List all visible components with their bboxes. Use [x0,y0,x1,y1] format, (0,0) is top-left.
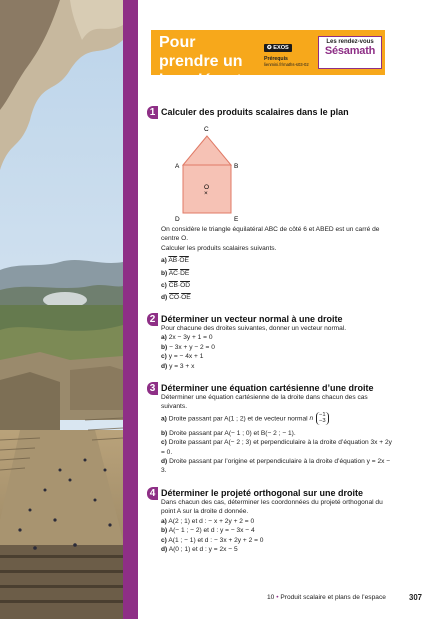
list-item: b) − 3x + y − 2 = 0 [161,343,215,351]
banner-title: Pour prendre un bon départ [159,34,243,89]
exercise-body [161,225,393,303]
vector-coordinates: −1 −3 [316,412,329,425]
prerequis-label: Prérequis [264,56,288,62]
exercise-number: 4 [147,487,158,500]
exos-label: ✪ EXOS [264,44,292,52]
prerequis-link[interactable]: lienmini.fr/maths-s03-02 [264,62,309,67]
page-footer [267,594,386,601]
label-D: D [175,216,180,223]
list-item: c) Droite passant par A(− 2 ; 3) et perpendiculaire à la droite d’équation 3x + 2y = 0. [161,439,392,456]
label-E: E [234,216,239,223]
exercise-body [161,498,393,554]
instruction: Dans chacun des cas, déterminer les coordonnées du projeté orthogonal du point A sur la droite d donnée. [161,499,383,516]
list-item: b) A(− 1 ; − 2) et d : y = − 3x − 4 [161,527,255,535]
instruction: Calculer les produits scalaires suivants. [161,244,277,252]
triangle-square-figure [161,120,251,224]
section-banner [151,30,385,89]
label-C: C [204,126,209,133]
exercise-title: Calculer des produits scalaires dans le plan [161,107,349,117]
list-item: d) Droite passant par l’origine et perpendiculaire à la droite d’équation y = 2x − 3. [161,458,391,475]
exercise-number: 1 [147,106,158,119]
list-item: c) $\overline{CB}\cdot\overline{OD}$ [161,282,190,290]
cover-photo [0,0,123,619]
list-item: c) A(1 ; − 1) et d : − 3x + 2y + 2 = 0 [161,536,264,544]
list-item: d) A(0 ; 1) et d : y = 2x − 5 [161,546,238,554]
list-item: d) $\overline{CO}\cdot\overline{OE}$ [161,294,191,302]
exercise-number: 3 [147,382,158,395]
purple-side-strip [123,0,138,619]
instruction: Pour chacune des droites suivantes, donner un vecteur normal. [161,325,347,332]
exercise-title: Déterminer le projeté orthogonal sur une droite [161,488,364,498]
list-item: a) 2x − 3y + 1 = 0 [161,334,213,342]
statement: On considère le triangle équilatéral ABC de côté 6 et ABED est un carré de centre O. [161,226,380,243]
instruction: Déterminer une équation cartésienne de la droite dans chacun des cas suivants. [161,394,368,411]
rendez-vous-box[interactable] [318,36,382,69]
exercise-3 [147,382,397,482]
exercise-body [161,393,393,476]
list-item: a) A(2 ; 1) et d : − x + 2y + 2 = 0 [161,517,255,525]
chapter-number: 10 [267,594,275,601]
label-A: A [175,163,180,170]
exercise-title: Déterminer une équation cartésienne d’une droite [161,383,374,393]
label-O: O [204,184,210,191]
list-item: b) $\overline{AC}\cdot\overline{DE}$ [161,269,190,277]
exercise-body [161,324,393,371]
exercise-number: 2 [147,313,158,326]
exercise-4 [147,487,397,567]
exercise-2 [147,313,397,377]
rendez-vous-label: Les rendez-vous [326,39,374,45]
center-mark: × [204,190,208,197]
list-item: b) Droite passant par A(− 1 ; 0) et B(− 2 ; − 1). [161,429,296,437]
list-item: a) Droite passant par A(1 ; 2) et de vecteur normal n −1 −3 [161,412,393,429]
sesamath-logo: Sésamath [324,45,376,57]
label-B: B [234,163,239,170]
exercise-title: Déterminer un vecteur normal à une droite [161,314,343,324]
list-item: d) y = 3 + x [161,362,195,370]
list-item: c) y = − 4x + 1 [161,353,204,361]
chapter-title: Produit scalaire et plans de l’espace [280,594,386,601]
separator: • [276,594,279,601]
page-number: 307 [409,593,423,602]
exos-box[interactable] [264,36,316,69]
list-item: a) $\overline{AB}\cdot\overline{OE}$ [161,257,189,265]
exercise-1 [147,106,397,306]
